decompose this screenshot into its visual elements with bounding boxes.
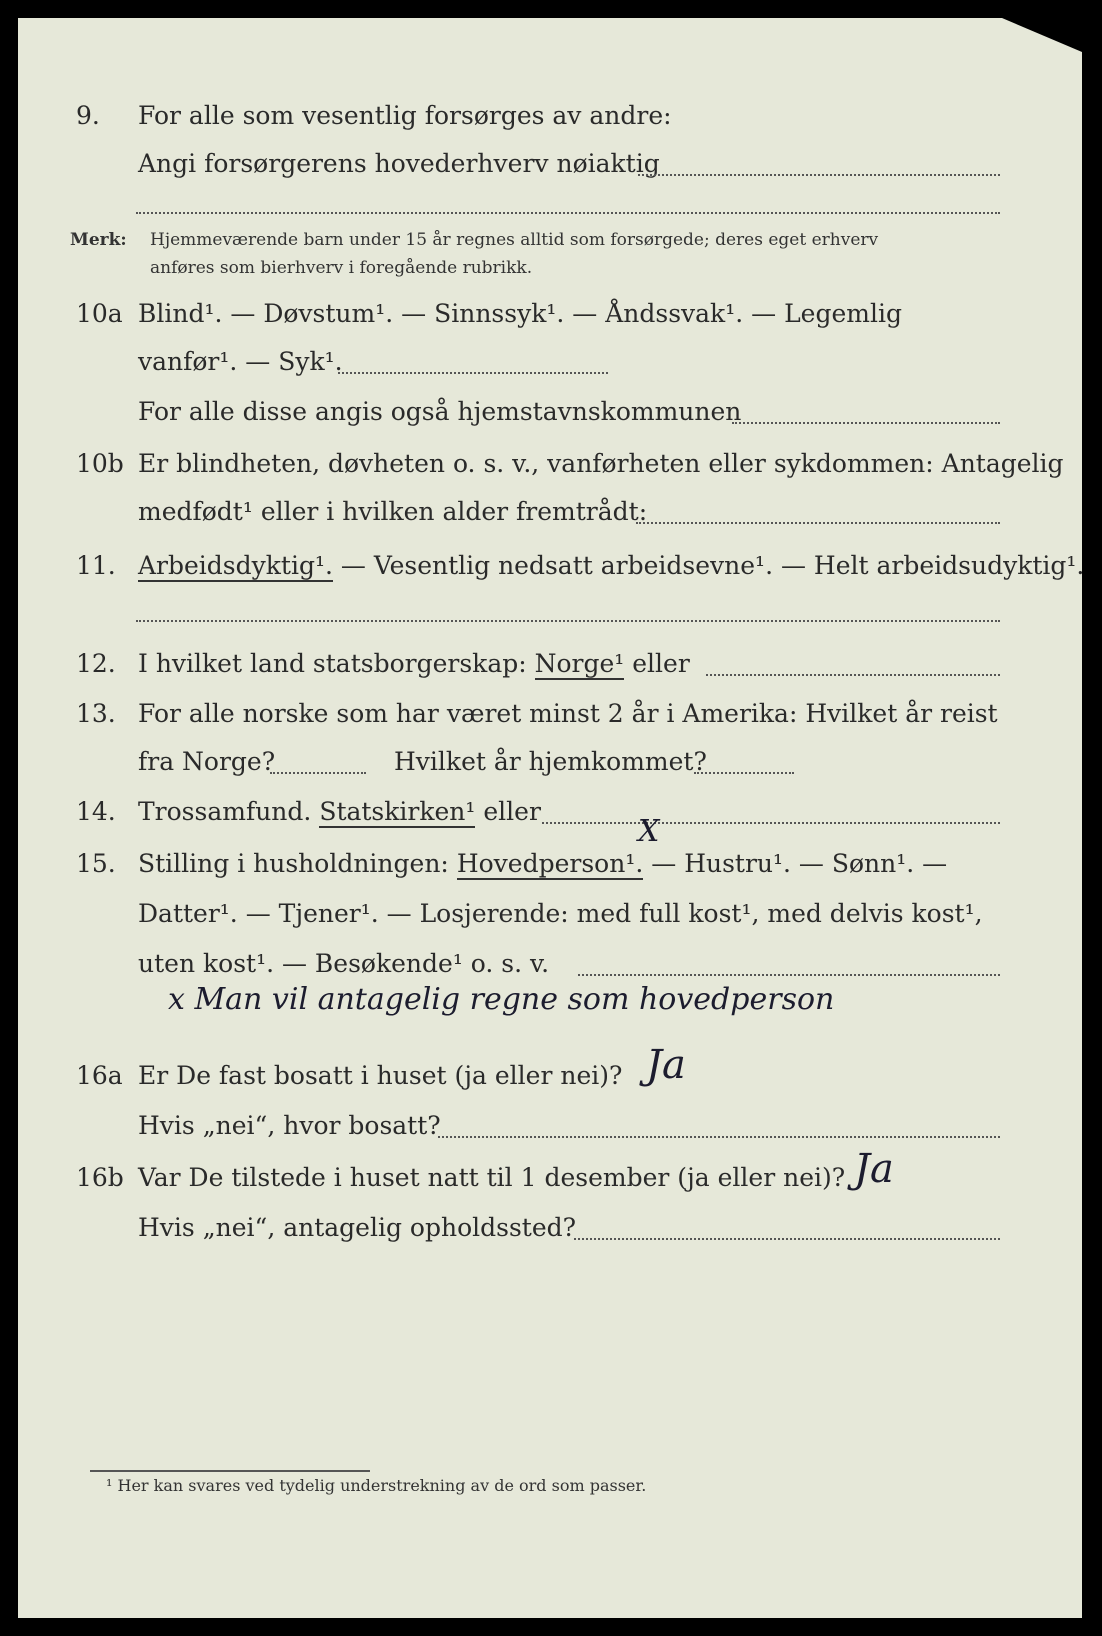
question-number: 10b — [76, 449, 124, 478]
handwritten-x-mark: X — [638, 814, 660, 849]
answer-line — [270, 772, 366, 774]
question-prompt: Stilling i husholdningen: — [138, 849, 457, 878]
question-9 — [18, 96, 1082, 136]
question-10a-line-2 — [18, 342, 1082, 382]
answer-line — [694, 772, 794, 774]
question-prompt: I hvilket land statsborgerskap: — [138, 649, 535, 678]
question-number: 11. — [76, 551, 116, 580]
question-10a — [18, 294, 1082, 334]
question-16a-line-2 — [18, 1106, 1082, 1146]
question-text: Hvis „nei“, antagelig opholdssted? — [138, 1213, 577, 1242]
question-text: fra Norge? — [138, 747, 276, 776]
question-text: Var De tilstede i huset natt til 1 desember (ja eller nei)? — [138, 1163, 846, 1192]
question-text: Er De fast bosatt i huset (ja eller nei)? — [138, 1061, 623, 1090]
answer-line — [636, 522, 1000, 524]
question-text: Hvilket år hjemkommet? — [394, 747, 707, 776]
answer-line — [338, 372, 608, 374]
question-text: Er blindheten, døvheten o. s. v., vanførheten eller sykdommen: Antagelig — [138, 449, 1064, 478]
question-options: — Hustru¹. — Sønn¹. — — [643, 849, 948, 878]
question-15-line-3 — [18, 944, 1082, 984]
question-prompt: Trossamfund. — [138, 797, 320, 826]
handwritten-answer-16b: Ja — [854, 1146, 894, 1192]
question-number: 9. — [76, 101, 100, 130]
question-16b-line-2 — [18, 1208, 1082, 1248]
question-number: 16b — [76, 1163, 124, 1192]
question-text — [138, 644, 690, 684]
question-number: 13. — [76, 699, 116, 728]
question-text: For alle som vesentlig forsørges av andre: — [138, 101, 672, 130]
note-label: Merk: — [70, 230, 127, 250]
question-11 — [18, 546, 1085, 586]
answer-line — [574, 1238, 1000, 1240]
question-text: Hvis „nei“, hvor bosatt? — [138, 1111, 441, 1140]
question-13 — [18, 694, 1082, 734]
question-12 — [18, 644, 1082, 684]
question-10a-line-3 — [18, 392, 1082, 432]
question-16a — [18, 1056, 1082, 1096]
footnote: ¹ Her kan svares ved tydelig understrekning av de ord som passer. — [106, 1476, 647, 1495]
question-number: 14. — [76, 797, 116, 826]
note — [70, 226, 127, 254]
question-10b-line-2 — [18, 492, 1082, 532]
handwritten-answer-16a: Ja — [646, 1042, 686, 1088]
question-number: 15. — [76, 849, 116, 878]
question-options: — Vesentlig nedsatt arbeidsevne¹. — Helt arbeidsudyktig¹. — [332, 551, 1085, 580]
torn-corner — [1002, 18, 1082, 52]
answer-line — [732, 422, 1000, 424]
question-text: vanfør¹. — Syk¹. — [138, 347, 343, 376]
question-text — [138, 792, 541, 832]
question-15-line-2 — [18, 894, 1082, 934]
question-tail: eller — [475, 797, 541, 826]
question-text — [138, 844, 947, 884]
question-text — [138, 546, 1084, 586]
question-text: For alle disse angis også hjemstavnskommunen — [138, 397, 742, 426]
question-text: Blind¹. — Døvstum¹. — Sinnssyk¹. — Åndssvak¹. — Legemlig — [138, 299, 902, 328]
question-text: For alle norske som har været minst 2 år i Amerika: Hvilket år reist — [138, 699, 998, 728]
note-text-1: Hjemmeværende barn under 15 år regnes alltid som forsørgede; deres eget erhverv — [150, 230, 879, 250]
question-tail: eller — [624, 649, 690, 678]
note-text-2: anføres som bierhverv i foregående rubrikk. — [150, 258, 533, 278]
answer-line — [438, 1136, 1000, 1138]
question-text: medfødt¹ eller i hvilken alder fremtrådt: — [138, 497, 648, 526]
answer-line — [706, 674, 1000, 676]
question-9-line-2 — [18, 144, 1082, 184]
underlined-answer: Norge¹ — [534, 649, 625, 678]
underlined-answer: Hovedperson¹. — [456, 849, 644, 878]
answer-line — [542, 822, 1000, 824]
underlined-answer: Statskirken¹ — [319, 797, 476, 826]
question-13-line-2 — [18, 742, 1082, 782]
footnote-rule — [90, 1470, 370, 1472]
answer-line — [136, 212, 1000, 214]
question-text: uten kost¹. — Besøkende¹ o. s. v. — [138, 949, 550, 978]
question-number: 12. — [76, 649, 116, 678]
answer-line — [638, 174, 1000, 176]
answer-line — [136, 620, 1000, 622]
handwritten-note: x Man vil antagelig regne som hovedperson — [168, 982, 835, 1017]
census-form-page — [18, 18, 1085, 1618]
question-10b — [18, 444, 1082, 484]
question-number: 10a — [76, 299, 123, 328]
question-number: 16a — [76, 1061, 123, 1090]
underlined-answer: Arbeidsdyktig¹. — [138, 551, 333, 580]
question-15 — [18, 844, 1082, 884]
question-text: Angi forsørgerens hovederhverv nøiaktig — [138, 149, 660, 178]
question-text: Datter¹. — Tjener¹. — Losjerende: med full kost¹, med delvis kost¹, — [138, 899, 983, 928]
answer-line — [578, 974, 1000, 976]
question-16b — [18, 1158, 1082, 1198]
question-14 — [18, 792, 1082, 832]
